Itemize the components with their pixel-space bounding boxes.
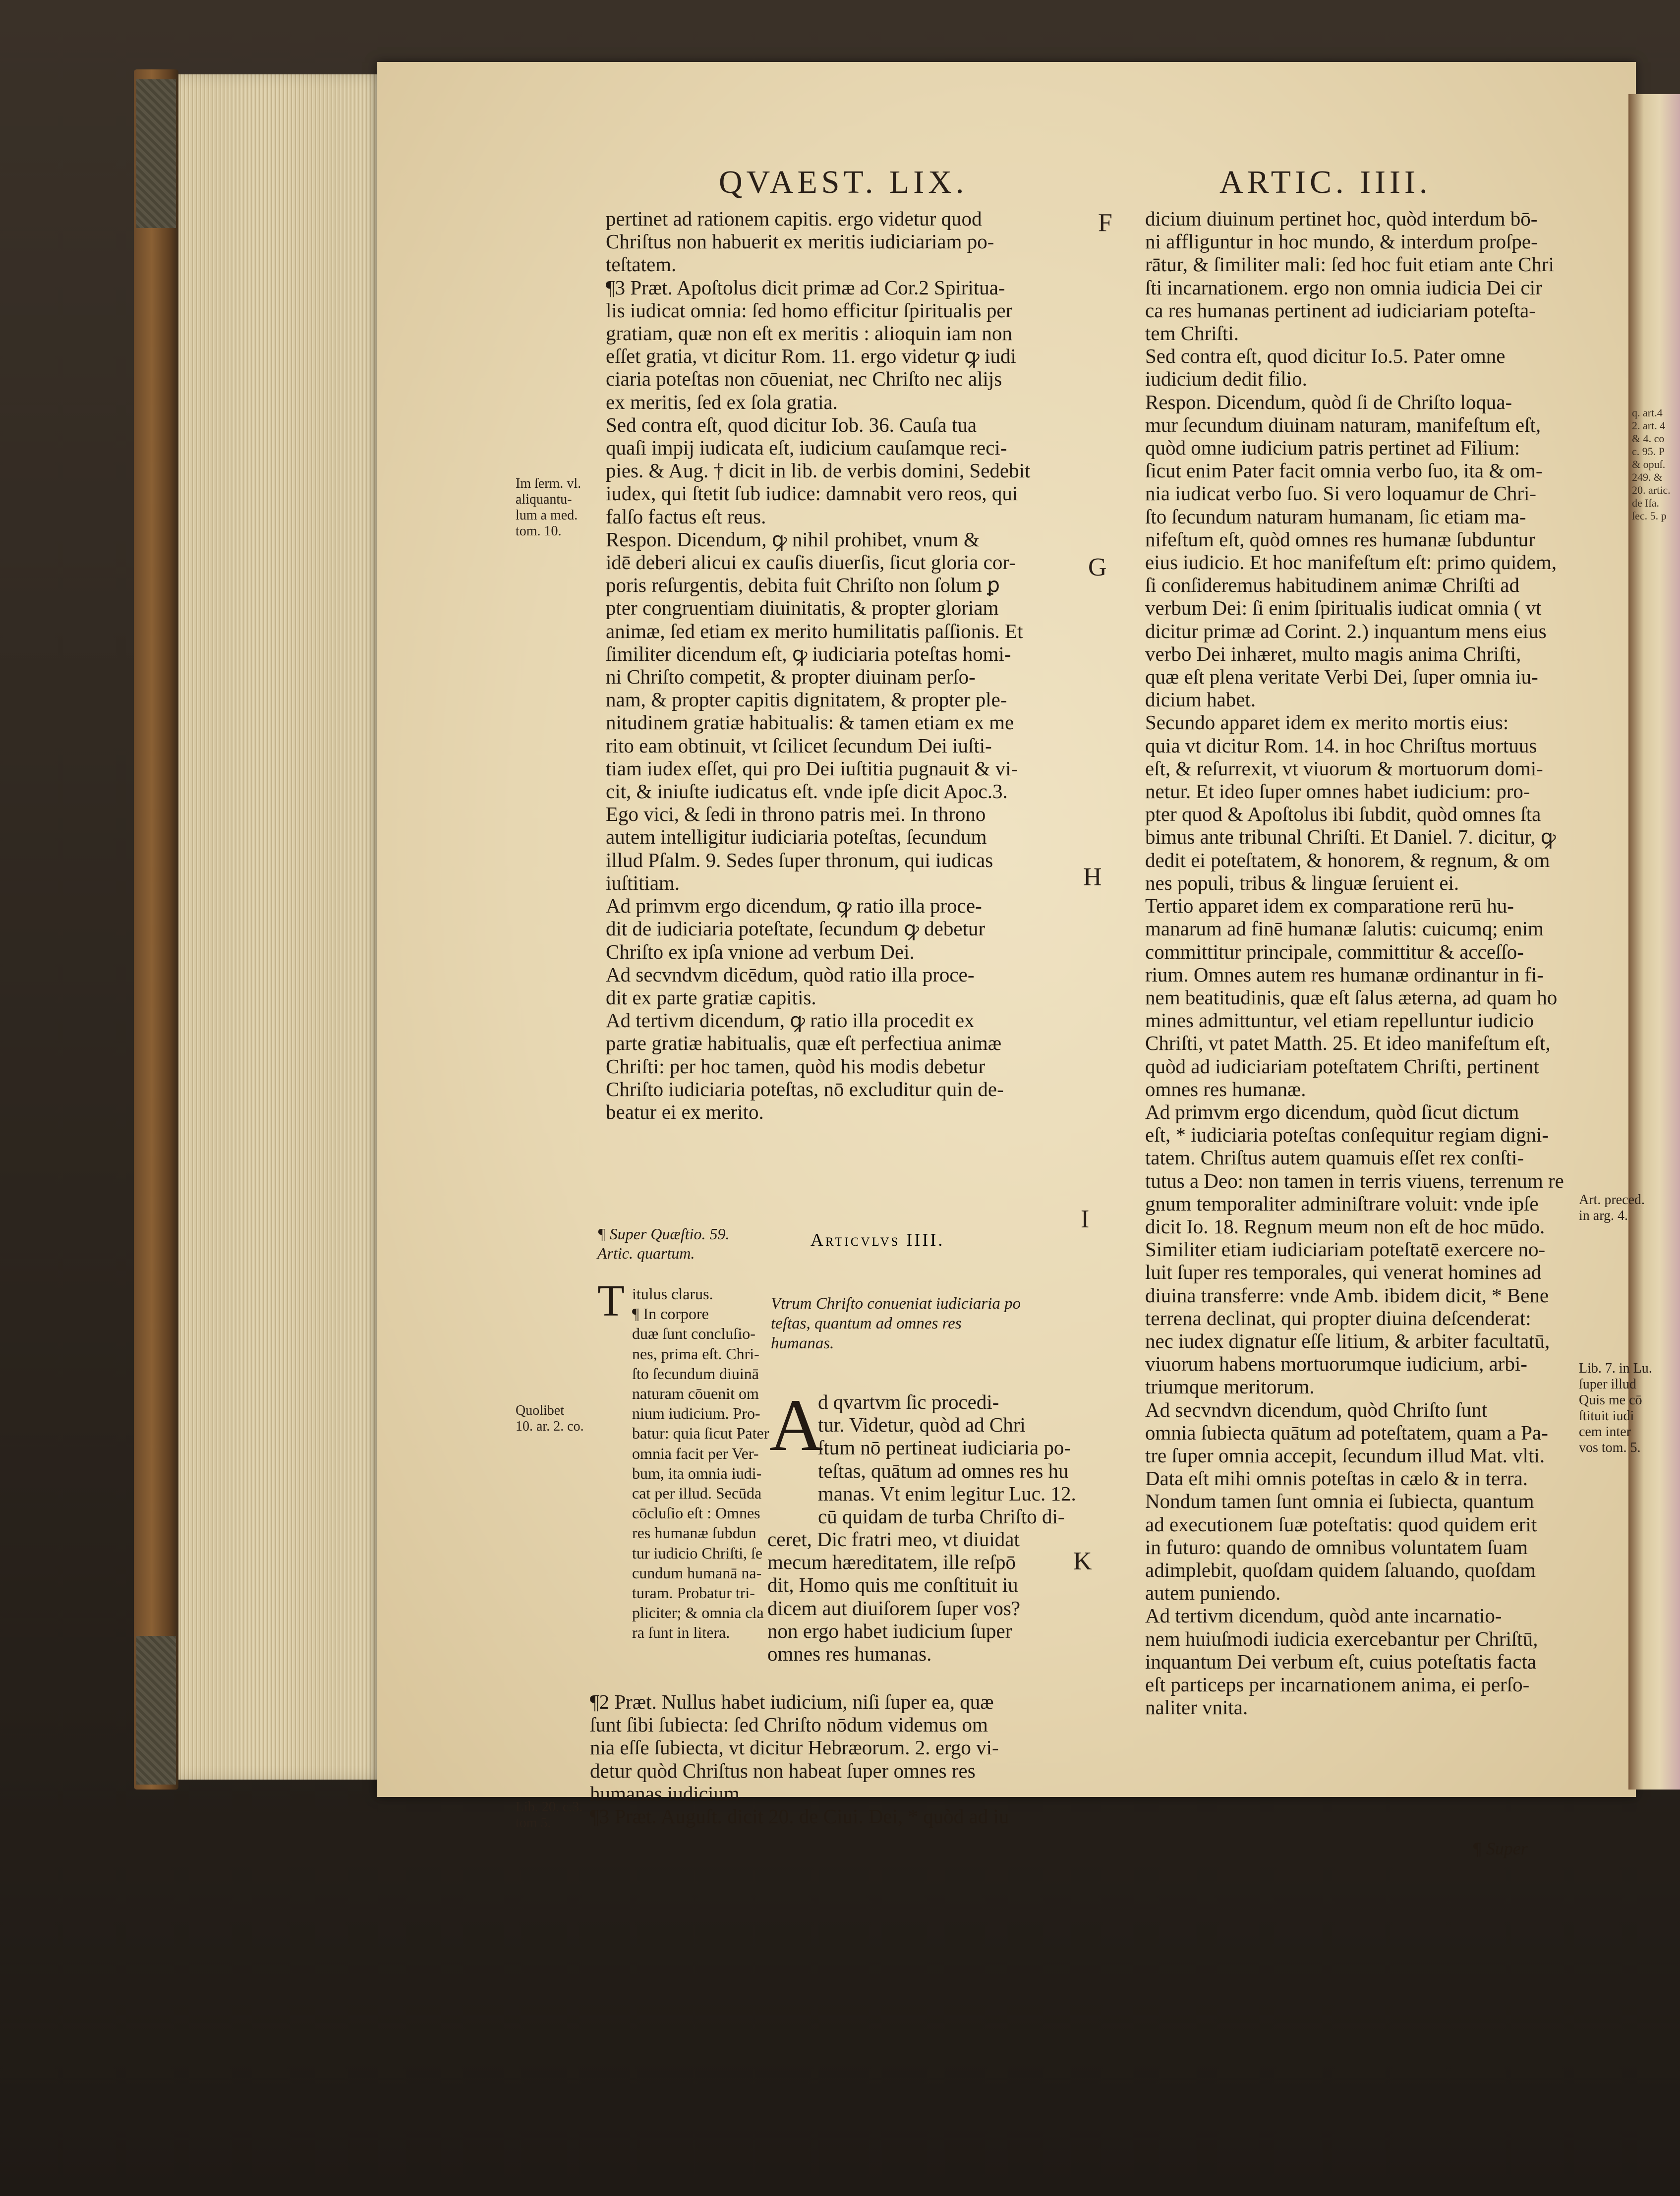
text-line: rium. Omnes autem res humanæ ordinantur in fi- xyxy=(1145,963,1544,986)
text-line: Ad primvm ergo dicendum, ꝙ ratio illa proce- xyxy=(606,894,982,918)
section-letter-f: F xyxy=(1098,209,1112,237)
text-line: omnes res humanæ. xyxy=(1145,1077,1306,1100)
text-line: dit, Homo quis me conſtituit iu xyxy=(767,1573,1018,1597)
text-line: pter congruentiam diuinitatis, & propter gloriam xyxy=(606,596,999,620)
commentary-line: nes, prima eſt. Chri- xyxy=(632,1344,759,1363)
text-line: Chriſto iudiciaria poteſtas, nō excluditur quin de- xyxy=(606,1077,1004,1100)
article-question xyxy=(771,1294,1021,1353)
text-line: tem Chriſti. xyxy=(1145,322,1239,345)
text-line: dicium diuinum pertinet hoc, quòd interdum bō- xyxy=(1145,207,1538,230)
text-line: quòd omne iudicium patris pertinet ad Filium: xyxy=(1145,436,1520,460)
text-line: viuorum habens mortuorumque iudicium, arbi- xyxy=(1145,1352,1527,1376)
text-line: Chriſti: per hoc tamen, quòd his modis debetur xyxy=(606,1054,985,1078)
text-line: diuina transferre: vnde Amb. ibidem dicit, * Bene xyxy=(1145,1283,1549,1307)
commentary-line: itulus clarus. xyxy=(632,1285,713,1303)
margin-note-1: Im ſerm. vl. aliquantu- lum a med. tom. 10. xyxy=(516,476,581,539)
text-line: Similiter etiam iudiciariam poteſtatē exercere no- xyxy=(1145,1238,1546,1261)
text-line: falſo factus eſt reus. xyxy=(606,505,766,528)
commentary-line: nium iudicium. Pro- xyxy=(632,1404,760,1423)
catchword: ¶ Super xyxy=(1472,1839,1528,1858)
commentary-drop-cap: T xyxy=(597,1276,625,1326)
commentary-heading-line2: Artic. quartum. xyxy=(597,1244,695,1262)
running-header-left: QVAEST. LIX. xyxy=(719,164,968,200)
text-line: ca res humanas pertinent ad iudiciariam poteſta- xyxy=(1145,298,1536,322)
text-line: iuſtitiam. xyxy=(606,871,680,894)
text-line: rito eam obtinuit, vt ſcilicet ſecundum Dei iuſti- xyxy=(606,734,992,757)
text-line: manarum ad finē humanæ ſalutis: cuicumq; enim xyxy=(1145,917,1544,940)
cover-band-bottom xyxy=(136,1636,176,1785)
text-line: luit ſuper res temporales, qui venerat homines ad xyxy=(1145,1261,1542,1284)
text-line: Respon. Dicendum, quòd ſi de Chriſto loqua- xyxy=(1145,390,1512,413)
text-line: Chriſti, vt patet Matth. 25. Et ideo manifeſtum eſt, xyxy=(1145,1032,1551,1055)
text-line: detur quòd Chriſtus non habeat ſuper omnes res xyxy=(590,1759,976,1782)
text-line: quia vt dicitur Rom. 14. in hoc Chriſtus mortuus xyxy=(1145,734,1537,757)
text-line: Respon. Dicendum, ꝙ nihil prohibet, vnum & xyxy=(606,527,980,551)
text-line: Ad secvndvm dicēdum, quòd ratio illa proce- xyxy=(606,963,975,986)
text-line: ſti incarnationem. ergo non omnia iudicia Dei cir xyxy=(1145,276,1542,299)
commentary-line: ſto ſecundum diuinā xyxy=(632,1364,759,1383)
text-line: Chriſtus non habuerit ex meritis iudiciariam po- xyxy=(606,230,994,253)
text-line: eſt particeps per incarnationem anima, ei perſo- xyxy=(1145,1673,1530,1696)
text-line: pies. & Aug. † dicit in lib. de verbis domini, Sedebit xyxy=(606,459,1031,482)
text-line: Sed contra eſt, quod dicitur Io.5. Pater omne xyxy=(1145,345,1506,368)
text-line: Chriſto ex ipſa vnione ad verbum Dei. xyxy=(606,940,915,963)
text-line: dicem aut diuiſorem ſuper vos? xyxy=(767,1596,1021,1619)
text-line: verbo Dei inhæret, multo magis anima Chriſti, xyxy=(1145,642,1521,665)
commentary-line: cat per illud. Secūda xyxy=(632,1484,762,1503)
text-line: ſtum nō pertineat iudiciaria po- xyxy=(818,1436,1071,1459)
text-line: eius iudicio. Et hoc manifeſtum eſt: primo quidem, xyxy=(1145,551,1557,574)
commentary-line: turam. Probatur tri- xyxy=(632,1584,755,1602)
text-line: dit de iudiciaria poteſtate, ſecundum ꝙ debetur xyxy=(606,917,985,940)
commentary-line: tur iudicio Chriſti, ſe xyxy=(632,1544,763,1562)
text-line: pter quod & Apoſtolus ibi ſubdit, quòd omnes ſta xyxy=(1145,803,1541,826)
text-line: quaſi impij iudicata eſt, iudicium cauſamque reci- xyxy=(606,436,1007,460)
text-line: mines admittuntur, vel etiam repelluntur iudicio xyxy=(1145,1009,1534,1032)
text-line: eſſet gratia, vt dicitur Rom. 11. ergo videtur ꝙ iudi xyxy=(606,345,1016,368)
text-line: omnia ſubiecta quātum ad poteſtatem, quam a Pa- xyxy=(1145,1421,1548,1444)
section-letter-g: G xyxy=(1088,553,1107,581)
commentary-line: ra ſunt in litera. xyxy=(632,1623,730,1642)
text-line: Ad primvm ergo dicendum, quòd ſicut dictum xyxy=(1145,1100,1519,1123)
text-line: tutus a Deo: non tamen in terris viuens, terrenum re xyxy=(1145,1169,1564,1192)
text-line: Nondum tamen ſunt omnia ei ſubiecta, quantum xyxy=(1145,1490,1534,1513)
text-line: in futuro: quando de omnibus voluntatem ſuam xyxy=(1145,1535,1528,1559)
question-line: teſtas, quantum ad omnes res xyxy=(771,1315,962,1332)
article-title: Articvlvs IIII. xyxy=(811,1230,945,1250)
text-line: ſimiliter dicendum eſt, ꝙ iudiciaria poteſtas homi- xyxy=(606,642,1011,665)
text-line: ¶3 Præt. Auguſt. dicit 20. de Ciui. Dei, * quòd ad iu xyxy=(590,1805,1009,1828)
text-line: nem huiuſmodi iudicia exercebantur per Chriſtū, xyxy=(1145,1627,1538,1650)
text-line: naliter vnita. xyxy=(1145,1696,1248,1719)
text-line: tre ſuper omnia accepit, ſecundum illud Mat. vlti. xyxy=(1145,1444,1545,1467)
facing-page-notes: q. art.4 2. art. 4 & 4. co c. 95. P & opuſ. 249. & 20. artic. de Iſa. ſec. 5. p xyxy=(1632,406,1671,522)
text-line: autem puniendo. xyxy=(1145,1581,1281,1605)
text-line: ſto ſecundum naturam humanam, ſic etiam ma- xyxy=(1145,505,1526,528)
section-letter-h: H xyxy=(1083,863,1102,891)
text-line: ceret, Dic fratri meo, vt diuidat xyxy=(767,1528,1020,1551)
left-column-text xyxy=(606,207,1082,1123)
text-line: Sed contra eſt, quod dicitur Iob. 36. Cauſa tua xyxy=(606,413,977,436)
text-line: cit, & iniuſte iudicatus eſt. vnde ipſe dicit Apoc.3. xyxy=(606,780,1008,803)
article-body-first xyxy=(818,1390,1086,1528)
article-body-first-continued xyxy=(767,1528,1085,1665)
text-line: pertinet ad rationem capitis. ergo videtur quod xyxy=(606,207,982,230)
text-line: lis iudicat omnia: ſed homo efficitur ſpiritualis per xyxy=(606,298,1013,322)
text-line: tur. Videtur, quòd ad Chri xyxy=(818,1413,1026,1437)
page-edges xyxy=(178,74,392,1780)
text-line: nem beatitudinis, quæ eſt ſalus æterna, ad quam ho xyxy=(1145,985,1558,1009)
text-line: adimplebit, quoſdam quidem ſaluando, quoſdam xyxy=(1145,1558,1536,1581)
text-line: ſi conſideremus habitudinem animæ Chriſti ad xyxy=(1145,574,1519,597)
running-header-right: ARTIC. IIII. xyxy=(1219,164,1432,200)
margin-note-3: Lib. 20. c.3. tom 5. xyxy=(516,1799,583,1831)
text-line: nes populi, tribus & linguæ ſeruient ei. xyxy=(1145,871,1459,894)
text-line: dicium habet. xyxy=(1145,688,1256,711)
text-line: iudicium dedit filio. xyxy=(1145,367,1307,391)
text-line: ni affliguntur in hoc mundo, & interdum proſpe- xyxy=(1145,230,1538,253)
text-line: committitur principale, committitur & acceſſo- xyxy=(1145,940,1524,963)
book-cover-spine xyxy=(134,69,178,1790)
text-line: mecum hæreditatem, ille reſpō xyxy=(767,1551,1016,1574)
text-line: eſt, & reſurrexit, vt viuorum & mortuorum domi- xyxy=(1145,756,1543,780)
text-line: ad executionem ſuæ poteſtatis: quod quidem erit xyxy=(1145,1512,1537,1536)
text-line: eſt, * iudiciaria poteſtas conſequitur regiam digni- xyxy=(1145,1123,1549,1147)
text-line: non ergo habet iudicium ſuper xyxy=(767,1619,1012,1642)
commentary-line: cundum humanā na- xyxy=(632,1563,762,1582)
text-line: omnes res humanas. xyxy=(767,1642,932,1666)
question-line: humanas. xyxy=(771,1334,834,1352)
commentary-line: bum, ita omnia iudi- xyxy=(632,1464,762,1482)
margin-note-5: Lib. 7. in Lu. ſuper illud Quis me cō ſtituit iudi cem inter vos tom. 5. xyxy=(1579,1361,1652,1455)
text-line: autem intelligitur iudiciaria poteſtas, ſecundum xyxy=(606,825,987,849)
text-line: beatur ei ex merito. xyxy=(606,1100,764,1123)
text-line: Secundo apparet idem ex merito mortis eius: xyxy=(1145,711,1509,734)
text-line: manas. Vt enim legitur Luc. 12. xyxy=(818,1482,1076,1505)
text-line: quæ eſt plena veritate Verbi Dei, ſuper omnia iu- xyxy=(1145,665,1538,689)
facing-page-edge xyxy=(1628,94,1680,1790)
text-line: Data eſt mihi omnis poteſtas in cælo & in terra. xyxy=(1145,1467,1528,1490)
right-column-text xyxy=(1145,207,1581,1719)
text-line: poris reſurgentis, debita fuit Chriſto non ſolum ꝑ xyxy=(606,574,1000,597)
text-line: Ad tertivm dicendum, quòd ante incarnatio- xyxy=(1145,1604,1502,1627)
commentary-heading-line1: ¶ Super Quæſtio. 59. xyxy=(597,1225,730,1243)
text-line: mur ſecundum diuinam naturam, manifeſtum eſt, xyxy=(1145,413,1541,436)
text-line: dit ex parte gratiæ capitis. xyxy=(606,985,816,1009)
text-line: dicitur primæ ad Corint. 2.) inquantum mens eius xyxy=(1145,619,1547,642)
commentary-line: naturam cōuenit om xyxy=(632,1385,759,1403)
margin-note-2: Quolibet 10. ar. 2. co. xyxy=(516,1403,584,1434)
text-line: nec iudex dignatur eſſe litium, & arbiter facultatū, xyxy=(1145,1329,1550,1352)
text-line: ſicut enim Pater facit omnia verbo ſuo, ita & om- xyxy=(1145,459,1543,482)
commentary-line: duæ ſunt concluſio- xyxy=(632,1325,755,1343)
text-line: teſtas, quātum ad omnes res hu xyxy=(818,1459,1069,1482)
text-line: ¶3 Præt. Apoſtolus dicit primæ ad Cor.2 Spiritua- xyxy=(606,276,1005,299)
text-line: animæ, ſed etiam ex merito humilitatis paſſionis. Et xyxy=(606,619,1023,642)
commentary-line: ¶ In corpore xyxy=(632,1305,709,1323)
text-line: dedit ei poteſtatem, & honorem, & regnum, & om xyxy=(1145,848,1550,871)
cover-band-top xyxy=(136,79,176,228)
text-line: nifeſtum eſt, quòd omnes res humanæ ſubduntur xyxy=(1145,527,1535,551)
text-line: tiam iudex eſſet, qui pro Dei iuſtitia pugnauit & vi- xyxy=(606,756,1018,780)
text-line: gratiam, quæ non eſt ex meritis : alioquin iam non xyxy=(606,322,1012,345)
text-line: iudex, qui ſtetit ſub iudice: damnabit vero reos, qui xyxy=(606,482,1018,505)
text-line: Tertio apparet idem ex comparatione rerū hu- xyxy=(1145,894,1514,918)
commentary-heading xyxy=(597,1224,730,1263)
text-line: quòd ad iudiciariam poteſtatem Chriſti, pertinent xyxy=(1145,1054,1539,1078)
text-line: ¶2 Præt. Nullus habet iudicium, niſi ſuper ea, quæ xyxy=(590,1690,994,1713)
article-body-rest xyxy=(590,1690,1086,1828)
text-line: nitudinem gratiæ habitualis: & tamen etiam ex me xyxy=(606,711,1014,734)
text-line: nam, & propter capitis dignitatem, & propter ple- xyxy=(606,688,1007,711)
section-letter-k: K xyxy=(1073,1547,1092,1575)
text-line: rātur, & ſimiliter mali: ſed hoc fuit etiam ante Chri xyxy=(1145,253,1554,276)
text-line: dicit Io. 18. Regnum meum non eſt de hoc mūdo. xyxy=(1145,1214,1545,1238)
text-line: netur. Et ideo ſuper omnes habet iudicium: pro- xyxy=(1145,780,1530,803)
text-line: verbum Dei: ſi enim ſpiritualis iudicat omnia ( vt xyxy=(1145,596,1542,620)
article-drop-cap: A xyxy=(769,1384,823,1466)
text-line: idē deberi alicui ex cauſis diuerſis, ſicut gloria cor- xyxy=(606,551,1016,574)
text-line: ciaria poteſtas non cōueniat, nec Chriſto nec alijs xyxy=(606,367,1002,391)
text-line: parte gratiæ habitualis, quæ eſt perfectiua animæ xyxy=(606,1032,1002,1055)
text-line: nia iudicat verbo ſuo. Si vero loquamur de Chri- xyxy=(1145,482,1537,505)
commentary-line: res humanæ ſubdun xyxy=(632,1524,756,1542)
text-line: cū quidam de turba Chriſto di- xyxy=(818,1505,1065,1528)
text-line: terrena declinat, qui propter diuina deſcenderat: xyxy=(1145,1306,1531,1329)
text-line: tatem. Chriſtus autem quamuis eſſet rex conſti- xyxy=(1145,1146,1524,1169)
text-line: Ego vici, & ſedi in throno patris mei. In throno xyxy=(606,803,986,826)
text-line: ſunt ſibi ſubiecta: ſed Chriſto nōdum videmus om xyxy=(590,1713,988,1736)
commentary-line: omnia facit per Ver- xyxy=(632,1444,759,1462)
text-line: illud Pſalm. 9. Sedes ſuper thronum, qui iudicas xyxy=(606,848,993,871)
text-line: bimus ante tribunal Chriſti. Et Daniel. 7. dicitur, ꝙ xyxy=(1145,825,1556,849)
text-line: triumque meritorum. xyxy=(1145,1375,1315,1398)
text-line: ex meritis, ſed ex ſola gratia. xyxy=(606,390,838,413)
text-line: Ad tertivm dicendum, ꝙ ratio illa procedit ex xyxy=(606,1009,975,1032)
question-line: Vtrum Chriſto conueniat iudiciaria po xyxy=(771,1295,1021,1313)
text-line: d qvartvm ſic procedi- xyxy=(818,1390,999,1413)
text-line: Ad secvndvn dicendum, quòd Chriſto ſunt xyxy=(1145,1398,1488,1421)
text-line: ni Chriſto competit, & propter diuinam perſo- xyxy=(606,665,976,689)
section-letter-i: I xyxy=(1081,1205,1090,1233)
text-line: teſtatem. xyxy=(606,253,677,276)
text-line: humanas iudicium. xyxy=(590,1782,745,1805)
margin-note-4: Art. preced. in arg. 4. xyxy=(1579,1192,1645,1223)
text-line: inquantum Dei verbum eſt, cuius poteſtatis facta xyxy=(1145,1650,1537,1673)
text-line: nia eſſe ſubiecta, vt dicitur Hebræorum. 2. ergo vi- xyxy=(590,1736,999,1759)
commentary-line: pliciter; & omnia cla xyxy=(632,1604,764,1622)
commentary-line: cōcluſio eſt : Omnes xyxy=(632,1504,760,1522)
commentary-line: batur: quia ſicut Pater xyxy=(632,1424,769,1443)
text-line: gnum temporaliter adminiſtrare voluit: vnde ipſe xyxy=(1145,1192,1539,1215)
